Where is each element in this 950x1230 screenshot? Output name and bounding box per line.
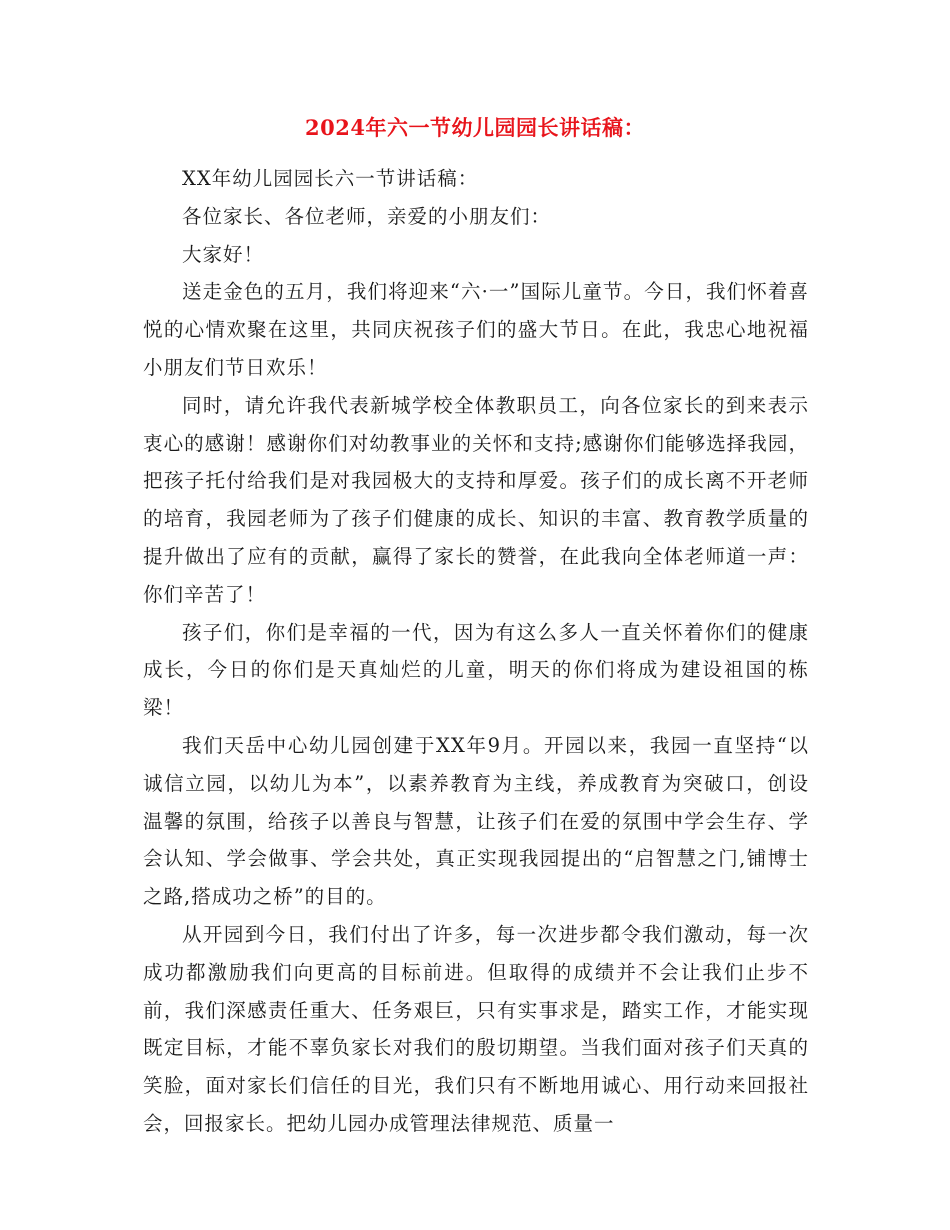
document-body bbox=[143, 160, 809, 1143]
paragraph-children: 孩子们，你们是幸福的一代，因为有这么多人一直关怀着你们的健康成长，今日的你们是天真灿烂的儿童，明天的你们将成为建设祖国的栋梁！ bbox=[143, 620, 809, 720]
paragraph-salutation: 各位家长、各位老师，亲爱的小朋友们： bbox=[182, 204, 552, 228]
paragraph-greeting: 大家好！ bbox=[182, 242, 265, 266]
paragraph-thanks: 同时，请允许我代表新城学校全体教职员工，向各位家长的到来表示衷心的感谢！感谢你们对幼教事业的关怀和支持;感谢你们能够选择我园，把孩子托付给我们是对我园极大的支持和厚爱。孩子们的成长离不开老师的培育，我园老师为了孩子们健康的成长、知识的丰富、教育教学质量的提升做出了应有的贡献，赢得了家长的赞誉，在此我向全体老师道一声：你们辛苦了！ bbox=[143, 393, 809, 606]
paragraph-heading: XX年幼儿园园长六一节讲话稿： bbox=[182, 167, 479, 190]
document-title: 2024年六一节幼儿园园长讲话稿： bbox=[305, 115, 645, 140]
paragraph-goals: 从开园到今日，我们付出了许多，每一次进步都令我们激动，每一次成功都激励我们向更高的目标前进。但取得的成绩并不会让我们止步不前，我们深感责任重大、任务艰巨，只有实事求是，踏实工作，才能实现既定目标，才能不辜负家长对我们的殷切期望。当我们面对孩子们天真的笑脸，面对家长们信任的目光，我们只有不断地用诚心、用行动来回报社会，回报家长。把幼儿园办成管理法律规范、质量一 bbox=[143, 922, 809, 1135]
paragraph-festival: 送走金色的五月，我们将迎来“六·一”国际儿童节。今日，我们怀着喜悦的心情欢聚在这里，共同庆祝孩子们的盛大节日。在此，我忠心地祝福小朋友们节日欢乐！ bbox=[143, 280, 809, 379]
paragraph-history: 我们天岳中心幼儿园创建于XX年9月。开园以来，我园一直坚持“以诚信立园，以幼儿为本”，以素养教育为主线，养成教育为突破口，创设温馨的氛围，给孩子以善良与智慧，让孩子们在爱的氛围中学会生存、学会认知、学会做事、学会共处，真正实现我园提出的“启智慧之门,铺博士之路,搭成功之桥”的目的。 bbox=[143, 733, 809, 909]
